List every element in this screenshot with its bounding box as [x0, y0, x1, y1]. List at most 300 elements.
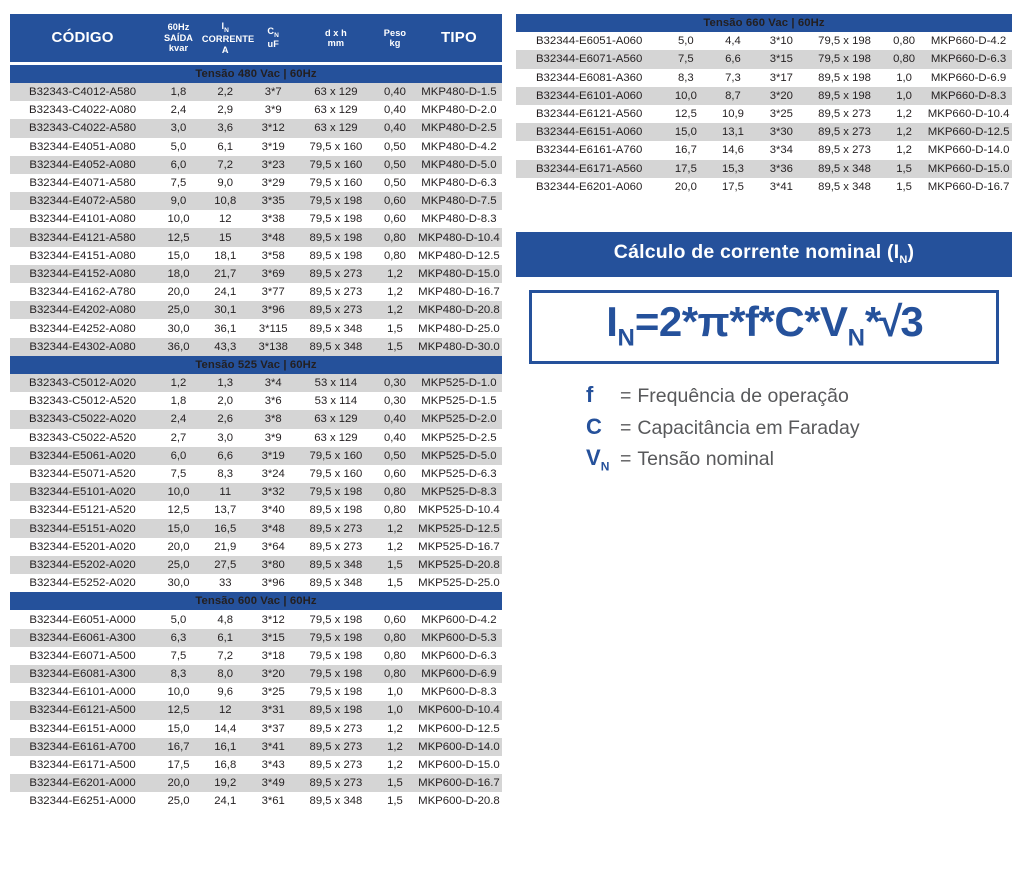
cell-dimensoes: 79,5 x 160	[298, 174, 374, 192]
cell-corrente: 36,1	[202, 319, 249, 337]
cell-corrente: 16,5	[202, 519, 249, 537]
cell-peso: 0,80	[374, 647, 416, 665]
right-column	[516, 14, 1012, 879]
cell-dimensoes: 89,5 x 198	[298, 228, 374, 246]
cell-corrente: 13,1	[709, 123, 756, 141]
cell-corrente: 30,1	[202, 301, 249, 319]
cell-dimensoes: 63 x 129	[298, 410, 374, 428]
cell-tipo: MKP480-D-2.5	[416, 119, 502, 137]
cell-tipo: MKP480-D-12.5	[416, 247, 502, 265]
cell-dimensoes: 89,5 x 273	[298, 738, 374, 756]
cell-codigo: B32344-E4162-A780	[10, 283, 155, 301]
cell-kvar: 12,5	[155, 228, 202, 246]
cell-kvar: 17,5	[662, 160, 709, 178]
cell-peso: 1,2	[374, 283, 416, 301]
cell-corrente: 2,2	[202, 83, 249, 101]
cell-peso: 0,60	[374, 210, 416, 228]
cell-dimensoes: 63 x 129	[298, 119, 374, 137]
cell-dimensoes: 89,5 x 198	[298, 501, 374, 519]
cell-tipo: MKP525-D-2.0	[416, 410, 502, 428]
cell-codigo: B32344-E6251-A000	[10, 792, 155, 810]
cell-tipo: MKP480-D-25.0	[416, 319, 502, 337]
table-row	[10, 410, 502, 428]
cell-capacitancia: 3*19	[249, 138, 298, 156]
cell-capacitancia: 3*77	[249, 283, 298, 301]
table-row	[10, 701, 502, 719]
table-row	[516, 141, 1012, 159]
cell-peso: 1,5	[374, 574, 416, 592]
cell-kvar: 10,0	[662, 87, 709, 105]
cell-tipo: MKP480-D-5.0	[416, 156, 502, 174]
cell-kvar: 20,0	[155, 774, 202, 792]
legend-equals-sign: =	[620, 416, 632, 439]
cell-capacitancia: 3*96	[249, 301, 298, 319]
cell-codigo: B32344-E4072-A580	[10, 192, 155, 210]
cell-dimensoes: 89,5 x 198	[806, 87, 883, 105]
cell-capacitancia: 3*17	[757, 69, 807, 87]
cell-codigo: B32344-E5071-A520	[10, 465, 155, 483]
cell-capacitancia: 3*6	[249, 392, 298, 410]
table-row	[10, 610, 502, 628]
cell-peso: 1,5	[883, 178, 925, 196]
peso-unit: kg	[389, 37, 401, 48]
cell-kvar: 12,5	[662, 105, 709, 123]
cell-capacitancia: 3*9	[249, 429, 298, 447]
cell-tipo: MKP525-D-16.7	[416, 538, 502, 556]
cell-capacitancia: 3*31	[249, 701, 298, 719]
cell-kvar: 6,0	[155, 447, 202, 465]
table-row	[10, 392, 502, 410]
cell-capacitancia: 3*15	[249, 629, 298, 647]
cell-kvar: 36,0	[155, 338, 202, 356]
cell-corrente: 9,0	[202, 174, 249, 192]
cell-kvar: 15,0	[155, 247, 202, 265]
cell-peso: 1,2	[883, 123, 925, 141]
formula-panel-title	[516, 232, 1012, 277]
cell-kvar: 2,4	[155, 101, 202, 119]
cell-dimensoes: 89,5 x 273	[298, 756, 374, 774]
cell-corrente: 3,6	[202, 119, 249, 137]
cell-tipo: MKP525-D-2.5	[416, 429, 502, 447]
cell-peso: 1,2	[374, 265, 416, 283]
cell-tipo: MKP600-D-14.0	[416, 738, 502, 756]
cell-kvar: 6,0	[155, 156, 202, 174]
cell-corrente: 18,1	[202, 247, 249, 265]
cell-codigo: B32344-E6151-A060	[516, 123, 662, 141]
cell-tipo: MKP525-D-1.5	[416, 392, 502, 410]
table-row	[10, 538, 502, 556]
table-row	[10, 101, 502, 119]
equation-mid-subscript: N	[847, 324, 865, 352]
cell-kvar: 1,8	[155, 83, 202, 101]
cell-peso: 0,80	[374, 247, 416, 265]
cell-kvar: 2,4	[155, 410, 202, 428]
cell-peso: 0,40	[374, 101, 416, 119]
kvar-line-1: 60Hz	[167, 22, 190, 33]
equation-tail: *√3	[864, 297, 922, 345]
table-row	[10, 265, 502, 283]
cell-peso: 1,5	[883, 160, 925, 178]
cell-dimensoes: 89,5 x 273	[806, 105, 883, 123]
cell-codigo: B32344-E5061-A020	[10, 447, 155, 465]
cell-peso: 1,2	[374, 538, 416, 556]
capacitancia-unit: uF	[267, 39, 279, 50]
cell-capacitancia: 3*23	[249, 156, 298, 174]
table-row	[516, 69, 1012, 87]
cell-kvar: 7,5	[155, 465, 202, 483]
cell-peso: 0,80	[374, 483, 416, 501]
cell-peso: 0,40	[374, 429, 416, 447]
cell-codigo: B32344-E5121-A520	[10, 501, 155, 519]
cell-codigo: B32344-E6121-A560	[516, 105, 662, 123]
cell-tipo: MKP600-D-6.9	[416, 665, 502, 683]
cell-tipo: MKP660-D-15.0	[925, 160, 1012, 178]
cell-peso: 0,50	[374, 447, 416, 465]
cell-dimensoes: 79,5 x 198	[806, 50, 883, 68]
cell-kvar: 30,0	[155, 319, 202, 337]
formula-panel	[516, 232, 1012, 475]
cell-capacitancia: 3*48	[249, 519, 298, 537]
cell-dimensoes: 89,5 x 348	[298, 574, 374, 592]
table-row	[10, 574, 502, 592]
cell-capacitancia: 3*96	[249, 574, 298, 592]
right-table-body	[516, 14, 1012, 196]
cell-tipo: MKP480-D-7.5	[416, 192, 502, 210]
cell-peso: 1,2	[374, 519, 416, 537]
cell-kvar: 9,0	[155, 192, 202, 210]
cell-codigo: B32344-E6161-A700	[10, 738, 155, 756]
cell-capacitancia: 3*7	[249, 83, 298, 101]
table-row	[10, 465, 502, 483]
cell-corrente: 17,5	[709, 178, 756, 196]
cell-codigo: B32344-E6071-A560	[516, 50, 662, 68]
cell-peso: 1,5	[374, 792, 416, 810]
cell-kvar: 16,7	[155, 738, 202, 756]
cell-kvar: 16,7	[662, 141, 709, 159]
cell-codigo: B32344-E4051-A080	[10, 138, 155, 156]
cell-tipo: MKP660-D-8.3	[925, 87, 1012, 105]
cell-capacitancia: 3*8	[249, 410, 298, 428]
table-row	[10, 138, 502, 156]
equation-lhs: I	[606, 297, 618, 345]
cell-dimensoes: 89,5 x 348	[298, 556, 374, 574]
cell-corrente: 6,1	[202, 138, 249, 156]
cell-tipo: MKP660-D-6.3	[925, 50, 1012, 68]
table-row	[10, 774, 502, 792]
cell-tipo: MKP660-D-16.7	[925, 178, 1012, 196]
table-row	[10, 683, 502, 701]
cell-corrente: 6,6	[202, 447, 249, 465]
table-row	[10, 792, 502, 810]
cell-kvar: 20,0	[662, 178, 709, 196]
cell-kvar: 5,0	[155, 138, 202, 156]
column-header-corrente	[201, 14, 255, 63]
cell-peso: 0,80	[883, 50, 925, 68]
cell-codigo: B32343-C4012-A580	[10, 83, 155, 101]
legend-symbol-subscript: N	[600, 459, 610, 474]
column-header-tipo: TIPO	[416, 14, 502, 63]
cell-kvar: 6,3	[155, 629, 202, 647]
cell-dimensoes: 79,5 x 198	[298, 665, 374, 683]
cell-tipo: MKP525-D-25.0	[416, 574, 502, 592]
cell-codigo: B32344-E6071-A500	[10, 647, 155, 665]
cell-kvar: 25,0	[155, 556, 202, 574]
dimensoes-unit: mm	[327, 37, 345, 48]
cell-corrente: 2,0	[202, 392, 249, 410]
cell-peso: 1,0	[883, 69, 925, 87]
table-row	[10, 156, 502, 174]
cell-tipo: MKP525-D-6.3	[416, 465, 502, 483]
cell-peso: 0,50	[374, 156, 416, 174]
cell-tipo: MKP480-D-8.3	[416, 210, 502, 228]
cell-corrente: 8,3	[202, 465, 249, 483]
cell-capacitancia: 3*20	[757, 87, 807, 105]
cell-tipo: MKP600-D-6.3	[416, 647, 502, 665]
cell-corrente: 12	[202, 701, 249, 719]
legend-description: Capacitância em Faraday	[637, 416, 860, 439]
cell-capacitancia: 3*9	[249, 101, 298, 119]
cell-capacitancia: 3*4	[249, 374, 298, 392]
cell-dimensoes: 79,5 x 198	[298, 647, 374, 665]
table-row	[10, 756, 502, 774]
cell-kvar: 8,3	[155, 665, 202, 683]
cell-corrente: 10,8	[202, 192, 249, 210]
cell-tipo: MKP660-D-10.4	[925, 105, 1012, 123]
cell-kvar: 12,5	[155, 701, 202, 719]
cell-tipo: MKP600-D-4.2	[416, 610, 502, 628]
cell-corrente: 24,1	[202, 283, 249, 301]
cell-kvar: 5,0	[662, 32, 709, 50]
cell-corrente: 14,4	[202, 720, 249, 738]
cell-codigo: B32344-E6161-A760	[516, 141, 662, 159]
cell-codigo: B32344-E4252-A080	[10, 319, 155, 337]
cell-corrente: 6,6	[709, 50, 756, 68]
table-row	[10, 247, 502, 265]
cell-dimensoes: 79,5 x 198	[298, 192, 374, 210]
table-row	[10, 319, 502, 337]
cell-corrente: 10,9	[709, 105, 756, 123]
legend-symbol: $V_N$	[586, 445, 610, 474]
cell-capacitancia: 3*10	[757, 32, 807, 50]
cell-codigo: B32344-E4152-A080	[10, 265, 155, 283]
column-header-kvar	[155, 14, 202, 63]
cell-dimensoes: 79,5 x 160	[298, 447, 374, 465]
formula-title-subscript: N	[899, 253, 908, 266]
table-row	[516, 178, 1012, 196]
cell-peso: 1,0	[883, 87, 925, 105]
section-band-row	[10, 592, 502, 610]
cell-capacitancia: 3*35	[249, 192, 298, 210]
cell-kvar: 5,0	[155, 610, 202, 628]
cell-peso: 0,60	[374, 610, 416, 628]
cell-peso: 0,50	[374, 174, 416, 192]
cell-codigo: B32343-C5012-A020	[10, 374, 155, 392]
cell-peso: 1,5	[374, 556, 416, 574]
cell-dimensoes: 79,5 x 198	[298, 210, 374, 228]
cell-kvar: 7,5	[155, 647, 202, 665]
cell-tipo: MKP480-D-1.5	[416, 83, 502, 101]
cell-corrente: 3,0	[202, 429, 249, 447]
table-row	[10, 501, 502, 519]
cell-dimensoes: 89,5 x 273	[298, 519, 374, 537]
cell-capacitancia: 3*115	[249, 319, 298, 337]
cell-dimensoes: 89,5 x 348	[298, 319, 374, 337]
table-row	[10, 338, 502, 356]
formula-title-prefix: Cálculo de corrente nominal (I	[613, 240, 900, 263]
column-header-dimensoes	[298, 14, 374, 63]
cell-tipo: MKP600-D-20.8	[416, 792, 502, 810]
cell-corrente: 8,0	[202, 665, 249, 683]
column-header-codigo: CÓDIGO	[10, 14, 155, 63]
cell-kvar: 17,5	[155, 756, 202, 774]
cell-tipo: MKP525-D-1.0	[416, 374, 502, 392]
cell-corrente: 15,3	[709, 160, 756, 178]
cell-corrente: 21,9	[202, 538, 249, 556]
cell-dimensoes: 89,5 x 348	[298, 338, 374, 356]
nominal-current-equation	[532, 299, 996, 351]
cell-codigo: B32344-E4151-A080	[10, 247, 155, 265]
cell-tipo: MKP480-D-6.3	[416, 174, 502, 192]
cell-dimensoes: 89,5 x 273	[298, 265, 374, 283]
cell-corrente: 19,2	[202, 774, 249, 792]
table-row	[516, 160, 1012, 178]
section-band-row	[516, 14, 1012, 32]
cell-peso: 0,60	[374, 465, 416, 483]
left-table-body	[10, 63, 502, 810]
cell-tipo: MKP600-D-16.7	[416, 774, 502, 792]
cell-dimensoes: 89,5 x 273	[806, 141, 883, 159]
left-column	[10, 14, 502, 879]
cell-tipo: MKP525-D-8.3	[416, 483, 502, 501]
cell-codigo: B32344-E4052-A080	[10, 156, 155, 174]
table-row	[10, 429, 502, 447]
cell-dimensoes: 89,5 x 273	[298, 538, 374, 556]
cell-codigo: B32344-E5151-A020	[10, 519, 155, 537]
capacitancia-subscript: N	[274, 31, 280, 39]
cell-codigo: B32344-E6201-A060	[516, 178, 662, 196]
cell-kvar: 12,5	[155, 501, 202, 519]
capacitor-spec-table-left	[10, 14, 502, 810]
cell-dimensoes: 79,5 x 160	[298, 465, 374, 483]
cell-tipo: MKP525-D-5.0	[416, 447, 502, 465]
cell-peso: 1,2	[883, 105, 925, 123]
legend-equals-sign: =	[620, 385, 632, 408]
cell-corrente: 1,3	[202, 374, 249, 392]
cell-kvar: 15,0	[155, 720, 202, 738]
cell-codigo: B32344-E6051-A060	[516, 32, 662, 50]
cell-peso: 1,2	[374, 720, 416, 738]
cell-capacitancia: 3*12	[249, 610, 298, 628]
table-row	[10, 192, 502, 210]
cell-capacitancia: 3*15	[757, 50, 807, 68]
cell-peso: 1,0	[374, 683, 416, 701]
cell-corrente: 43,3	[202, 338, 249, 356]
table-row	[10, 738, 502, 756]
table-row	[10, 83, 502, 101]
cell-capacitancia: 3*61	[249, 792, 298, 810]
cell-corrente: 4,8	[202, 610, 249, 628]
cell-peso: 1,2	[374, 738, 416, 756]
cell-tipo: MKP600-D-12.5	[416, 720, 502, 738]
cell-corrente: 6,1	[202, 629, 249, 647]
cell-codigo: B32344-E4121-A580	[10, 228, 155, 246]
table-row	[516, 123, 1012, 141]
cell-codigo: B32343-C4022-A580	[10, 119, 155, 137]
cell-peso: 0,30	[374, 374, 416, 392]
cell-codigo: B32344-E4071-A580	[10, 174, 155, 192]
cell-capacitancia: 3*40	[249, 501, 298, 519]
table-row	[10, 228, 502, 246]
section-band-label: Tensão 480 Vac | 60Hz	[10, 63, 502, 83]
cell-peso: 1,5	[374, 319, 416, 337]
cell-capacitancia: 3*80	[249, 556, 298, 574]
cell-codigo: B32344-E5101-A020	[10, 483, 155, 501]
cell-peso: 1,5	[374, 338, 416, 356]
cell-tipo: MKP600-D-5.3	[416, 629, 502, 647]
table-row	[10, 665, 502, 683]
cell-peso: 1,2	[374, 756, 416, 774]
cell-kvar: 18,0	[155, 265, 202, 283]
table-column-header	[10, 14, 502, 63]
cell-dimensoes: 63 x 129	[298, 429, 374, 447]
legend-row	[586, 380, 1012, 409]
cell-tipo: MKP480-D-10.4	[416, 228, 502, 246]
cell-tipo: MKP480-D-2.0	[416, 101, 502, 119]
cell-dimensoes: 89,5 x 198	[298, 701, 374, 719]
cell-kvar: 20,0	[155, 538, 202, 556]
cell-dimensoes: 79,5 x 198	[298, 610, 374, 628]
table-row	[516, 87, 1012, 105]
capacitor-spec-table-right	[516, 14, 1012, 196]
formula-box	[529, 290, 999, 364]
cell-capacitancia: 3*29	[249, 174, 298, 192]
cell-corrente: 4,4	[709, 32, 756, 50]
cell-peso: 0,80	[374, 629, 416, 647]
table-row	[10, 301, 502, 319]
cell-kvar: 7,5	[662, 50, 709, 68]
formula-legend	[586, 380, 1012, 474]
formula-title-suffix: )	[907, 240, 915, 263]
cell-codigo: B32344-E6081-A300	[10, 665, 155, 683]
cell-peso: 0,80	[374, 228, 416, 246]
cell-corrente: 9,6	[202, 683, 249, 701]
cell-corrente: 11	[202, 483, 249, 501]
kvar-line-2: SAÍDA	[163, 32, 194, 43]
cell-kvar: 3,0	[155, 119, 202, 137]
cell-peso: 0,40	[374, 119, 416, 137]
cell-codigo: B32344-E6201-A000	[10, 774, 155, 792]
cell-dimensoes: 89,5 x 198	[298, 247, 374, 265]
table-row	[10, 174, 502, 192]
corrente-line-2: CORRENTE	[201, 34, 255, 45]
cell-dimensoes: 53 x 114	[298, 392, 374, 410]
table-row	[10, 647, 502, 665]
cell-peso: 1,2	[374, 301, 416, 319]
corrente-line-3: A	[221, 44, 229, 55]
cell-tipo: MKP600-D-15.0	[416, 756, 502, 774]
cell-kvar: 20,0	[155, 283, 202, 301]
cell-dimensoes: 89,5 x 273	[298, 774, 374, 792]
table-row	[10, 210, 502, 228]
cell-capacitancia: 3*25	[249, 683, 298, 701]
cell-kvar: 10,0	[155, 683, 202, 701]
cell-capacitancia: 3*48	[249, 228, 298, 246]
kvar-line-3: kvar	[168, 43, 189, 54]
cell-codigo: B32344-E6081-A360	[516, 69, 662, 87]
cell-peso: 0,80	[883, 32, 925, 50]
cell-capacitancia: 3*20	[249, 665, 298, 683]
equation-lhs-subscript: N	[617, 324, 635, 352]
